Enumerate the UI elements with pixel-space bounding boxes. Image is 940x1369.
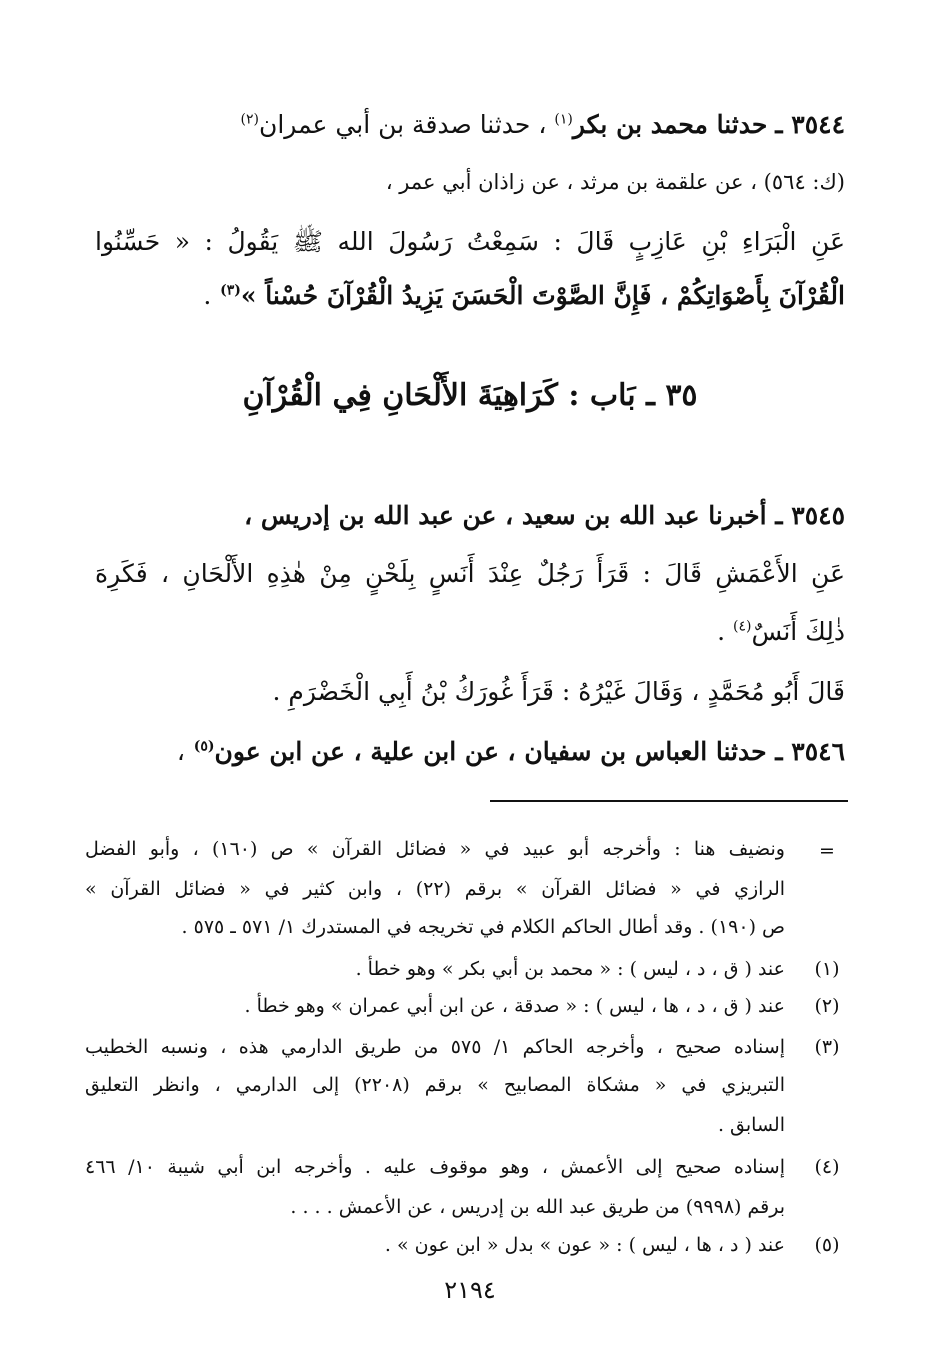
page-number: ٢١٩٤ bbox=[444, 1276, 496, 1304]
footnote-3-line-1: إسناده صحيح ، وأخرجه الحاكم ١/ ٥٧٥ من طريق الدارمي هذه ، ونسبه الخطيب bbox=[85, 1036, 785, 1058]
footnote-5-text: عند ( د ، ها ، ليس ) : « عون » بدل « ابن عون » . bbox=[384, 1234, 785, 1256]
footnote-number: (١) bbox=[814, 958, 840, 980]
period: . bbox=[203, 281, 212, 310]
hadith-3545-line-2: عَنِ الأَعْمَشِ قَالَ : قَرَأَ رَجُلٌ عِنْدَ أَنَسٍ بِلَحْنٍ مِنْ هٰذِهِ الأَلْحَانِ ، فَكَرِهَ bbox=[95, 559, 845, 588]
footnote-ref-2: (٢) bbox=[240, 111, 259, 128]
hadith-number: ٣٥٤٤ ـ bbox=[775, 110, 845, 139]
hadith-3544-line-4 bbox=[95, 276, 845, 316]
hadith-3545-line-1: ٣٥٤٥ ـ أخبرنا عبد الله بن سعيد ، عن عبد الله بن إدريس ، bbox=[244, 501, 845, 530]
isnad-start: حدثنا محمد بن بكر bbox=[572, 110, 768, 139]
footnote-4-line-2: برقم (٩٩٩٨) من طريق عبد الله بن إدريس ، عن الأعمش . . . . bbox=[290, 1196, 785, 1218]
hadith-3546-line-1 bbox=[95, 732, 845, 772]
footnote-continuation-line-1: ونضيف هنا : وأخرجه أبو عبيد في « فضائل القرآن » ص (١٦٠) ، وأبو الفضل bbox=[85, 838, 785, 860]
footnote-2-text: عند ( ق ، د ، ها ، ليس ) : « صدقة ، عن ابن أبي عمران » وهو خطأ . bbox=[244, 995, 785, 1017]
footnote-continuation-line-3: ص (١٩٠) . وقد أطال الحاكم الكلام في تخريجه في المستدرك ١/ ٥٧١ ـ ٥٧٥ . bbox=[181, 916, 785, 938]
isnad: ٣٥٤٦ ـ حدثنا العباس بن سفيان ، عن ابن علية ، عن ابن عون bbox=[214, 737, 845, 766]
hadith-3544-line-3: عَنِ الْبَرَاءِ بْنِ عَازِبٍ قَالَ : سَمِعْتُ رَسُولَ الله ﷺ يَقُولُ : « حَسِّنُوا bbox=[95, 227, 845, 256]
hadith-3545-line-4: قَالَ أَبُو مُحَمَّدٍ ، وَقَالَ غَيْرُهُ : قَرَأَ غُورَكُ بْنُ أَبِي الْخَضْرَمِ . bbox=[272, 677, 845, 706]
footnote-separator bbox=[490, 800, 848, 802]
chapter-heading: ٣٥ ـ بَاب : كَرَاهِيَةَ الأَلْحَانِ فِي الْقُرْآنِ bbox=[242, 378, 698, 413]
footnote-number: (٣) bbox=[814, 1036, 840, 1058]
footnote-number: (٢) bbox=[814, 995, 840, 1017]
hadith-3544-line-2: (ك: ٥٦٤) ، عن علقمة بن مرثد ، عن زاذان أبي عمر ، bbox=[385, 170, 845, 194]
footnote-number: (٥) bbox=[814, 1234, 840, 1256]
footnote-1-text: عند ( ق ، د ، ليس ) : « محمد بن أبي بكر » وهو خطأ . bbox=[355, 958, 785, 980]
footnote-number: (٤) bbox=[814, 1156, 840, 1178]
footnote-ref-4: (٤) bbox=[732, 618, 752, 635]
hadith-3545-line-3 bbox=[95, 612, 845, 652]
footnote-continuation-line-2: الرازي في « فضائل القرآن » برقم (٢٢) ، وابن كثير في « فضائل القرآن » bbox=[85, 878, 786, 900]
footnote-3-line-2: التبريزي في « مشكاة المصابيح » برقم (٢٢٠٨) إلى الدارمي ، وانظر التعليق bbox=[85, 1074, 785, 1096]
hadith-text: ذٰلِكَ أَنَسٌ bbox=[751, 617, 845, 646]
continuation-mark: = bbox=[819, 840, 835, 862]
footnote-4-line-1: إسناده صحيح إلى الأعمش ، وهو موقوف عليه . وأخرجه ابن أبي شيبة ١٠/ ٤٦٦ bbox=[85, 1156, 785, 1178]
footnote-ref-3: (٣) bbox=[220, 282, 241, 299]
footnote-ref-1: (١) bbox=[554, 111, 573, 128]
period: . bbox=[717, 617, 726, 646]
hadith-3544-line-1 bbox=[95, 105, 845, 145]
comma: ، bbox=[176, 737, 185, 766]
isnad-continue: ، حدثنا صدقة بن أبي عمران bbox=[259, 110, 547, 139]
hadith-text: الْقُرْآنَ بِأَصْوَاتِكُمْ ، فَإِنَّ الصَّوْتَ الْحَسَنَ يَزِيدُ الْقُرْآنَ حُسْناً » bbox=[240, 281, 845, 310]
footnote-3-line-3: السابق . bbox=[717, 1114, 785, 1136]
footnote-ref-5: (٥) bbox=[193, 738, 215, 755]
